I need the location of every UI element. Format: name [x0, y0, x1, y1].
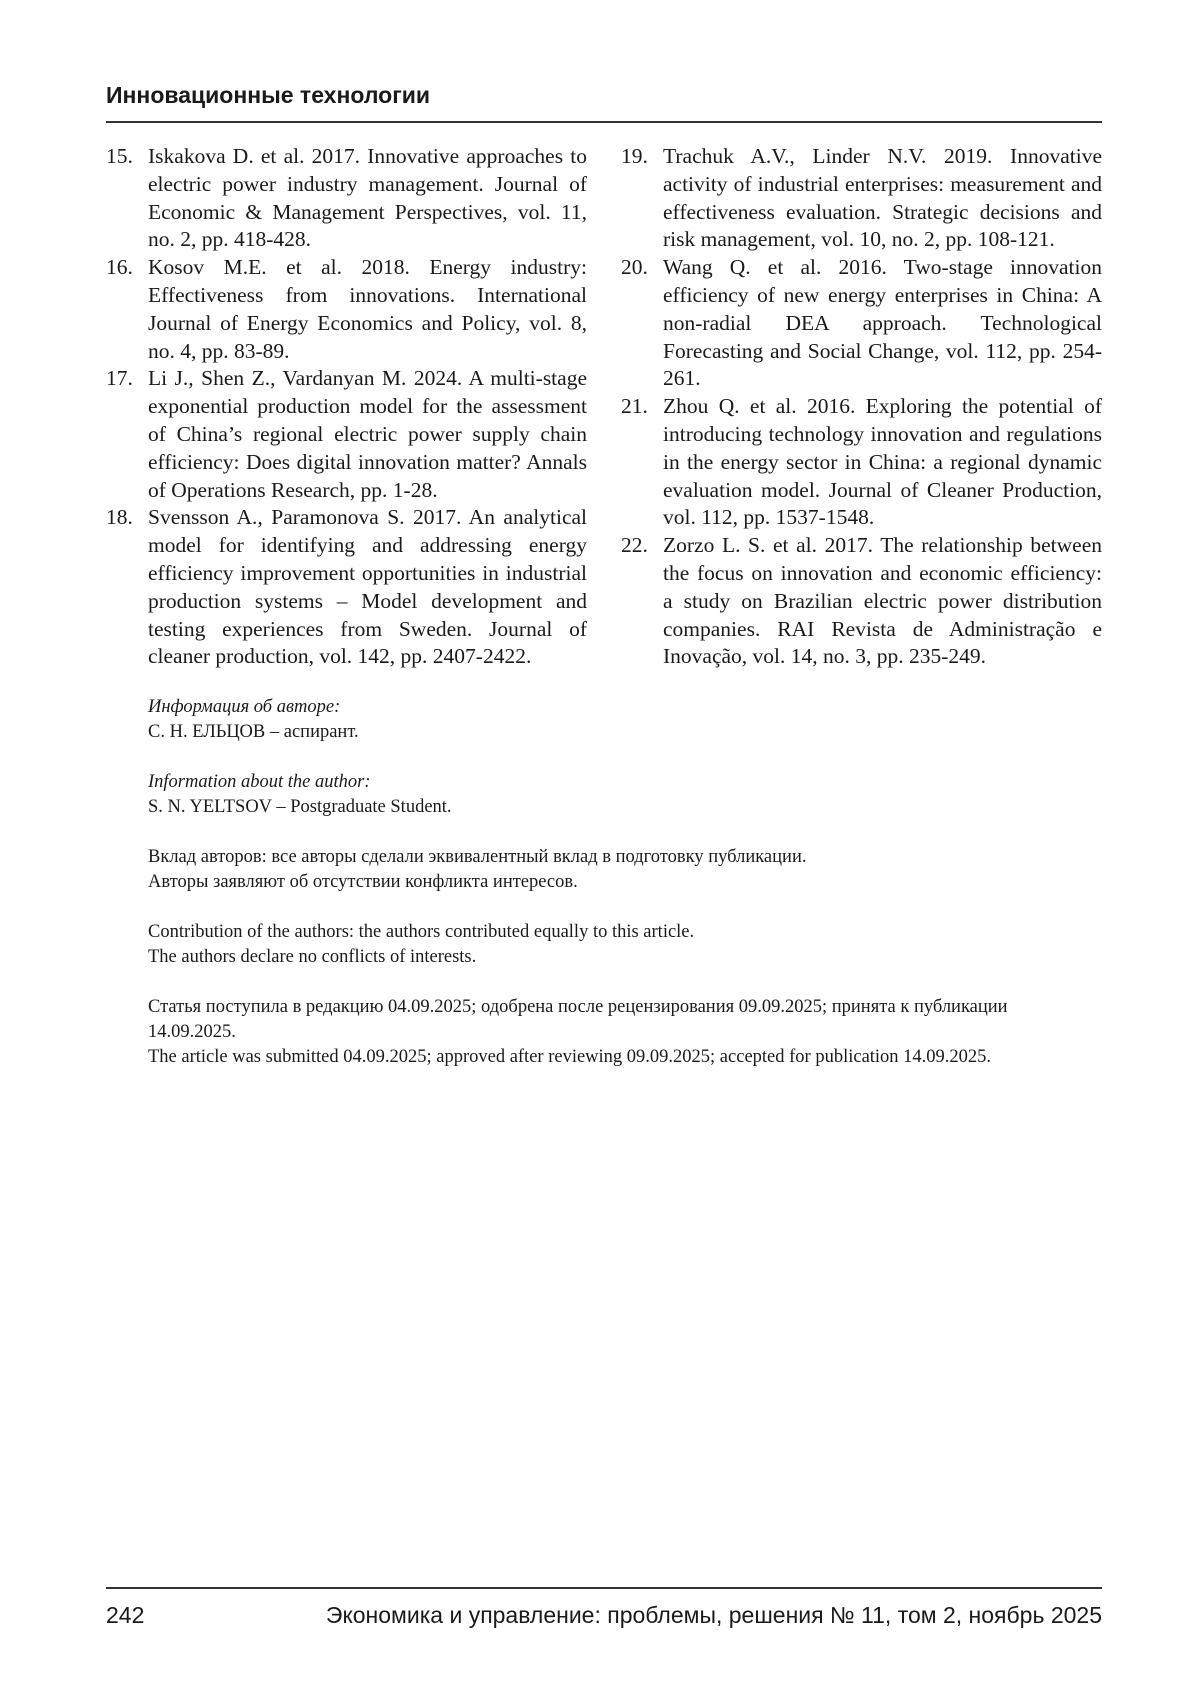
article-dates: [148, 995, 1102, 1070]
reference-item-17: [106, 365, 587, 504]
reference-item-18: [106, 504, 587, 671]
reference-item-15: [106, 143, 587, 254]
reference-number: 17.: [106, 365, 133, 393]
reference-text: Li J., Shen Z., Vardanyan M. 2024. A multi-stage exponential production model for the assessment of China’s regional electric power supply chain efficiency: Does digital innovation matter? Annals of Operations Research, pp. 1-28.: [148, 365, 587, 504]
journal-info: Экономика и управление: проблемы, решения № 11, том 2, ноябрь 2025: [326, 1600, 1102, 1630]
author-info-label: Информация об авторе:: [148, 695, 1102, 720]
page-number: 242: [106, 1600, 144, 1630]
reference-item-16: [106, 254, 587, 365]
reference-text: Kosov M.E. et al. 2018. Energy industry: Effectiveness from innovations. International Journal of Energy Economics and Policy, vol. 8, no. 4, pp. 83-89.: [148, 254, 587, 365]
article-dates-russian-continued: 14.09.2025.: [148, 1020, 1102, 1045]
reference-text: Zhou Q. et al. 2016. Exploring the potential of introducing technology innovation and regulations in the energy sector in China: a regional dynamic evaluation model. Journal of Cleaner Production, vol. 112, pp. 1537-1548.: [663, 393, 1102, 532]
reference-number: 15.: [106, 143, 133, 171]
reference-number: 22.: [621, 532, 648, 560]
reference-item-21: [621, 393, 1102, 532]
reference-item-20: [621, 254, 1102, 393]
reference-list-left-column: [106, 143, 587, 671]
contribution-english: [148, 920, 1102, 970]
contribution-statement: Contribution of the authors: the authors contributed equally to this article.: [148, 920, 1102, 945]
contribution-russian: [148, 845, 1102, 895]
author-info-label: Information about the author:: [148, 770, 1102, 795]
footer-divider: [106, 1587, 1102, 1589]
reference-number: 16.: [106, 254, 133, 282]
section-title: Инновационные технологии: [106, 80, 1102, 110]
article-dates-english: The article was submitted 04.09.2025; approved after reviewing 09.09.2025; accepted for publication 14.09.2025.: [148, 1045, 1102, 1070]
reference-list-right-column: [621, 143, 1102, 671]
reference-number: 18.: [106, 504, 133, 532]
author-info-text: С. Н. ЕЛЬЦОВ – аспирант.: [148, 720, 1102, 745]
reference-item-19: [621, 143, 1102, 254]
contribution-statement: Вклад авторов: все авторы сделали эквивалентный вклад в подготовку публикации.: [148, 845, 1102, 870]
reference-text: Iskakova D. et al. 2017. Innovative approaches to electric power industry management. Journal of Economic & Management Perspectives, vol. 11, no. 2, pp. 418-428.: [148, 143, 587, 254]
author-info-text: S. N. YELTSOV – Postgraduate Student.: [148, 795, 1102, 820]
reference-number: 19.: [621, 143, 648, 171]
reference-text: Wang Q. et al. 2016. Two-stage innovation efficiency of new energy enterprises in China: A non-radial DEA approach. Technological Forecasting and Social Change, vol. 112, pp. 254-261.: [663, 254, 1102, 393]
header-divider: [106, 121, 1102, 123]
conflict-statement: Авторы заявляют об отсутствии конфликта интересов.: [148, 870, 1102, 895]
author-info-english: [148, 770, 1102, 820]
journal-page: [0, 0, 1200, 1698]
reference-number: 20.: [621, 254, 648, 282]
conflict-statement: The authors declare no conflicts of interests.: [148, 945, 1102, 970]
reference-text: Svensson A., Paramonova S. 2017. An analytical model for identifying and addressing energy efficiency improvement opportunities in industrial production systems – Model development and testing experiences from Sweden. Journal of cleaner production, vol. 142, pp. 2407-2422.: [148, 504, 587, 671]
reference-item-22: [621, 532, 1102, 671]
reference-text: Trachuk A.V., Linder N.V. 2019. Innovative activity of industrial enterprises: measurement and effectiveness evaluation. Strategic decisions and risk management, vol. 10, no. 2, pp. 108-121.: [663, 143, 1102, 254]
reference-text: Zorzo L. S. et al. 2017. The relationship between the focus on innovation and economic efficiency: a study on Brazilian electric power distribution companies. RAI Revista de Administração e Inovação, vol. 14, no. 3, pp. 235-249.: [663, 532, 1102, 671]
reference-number: 21.: [621, 393, 648, 421]
article-dates-russian: Статья поступила в редакцию 04.09.2025; одобрена после рецензирования 09.09.2025; принята к публикации: [148, 995, 1102, 1020]
author-info-russian: [148, 695, 1102, 745]
